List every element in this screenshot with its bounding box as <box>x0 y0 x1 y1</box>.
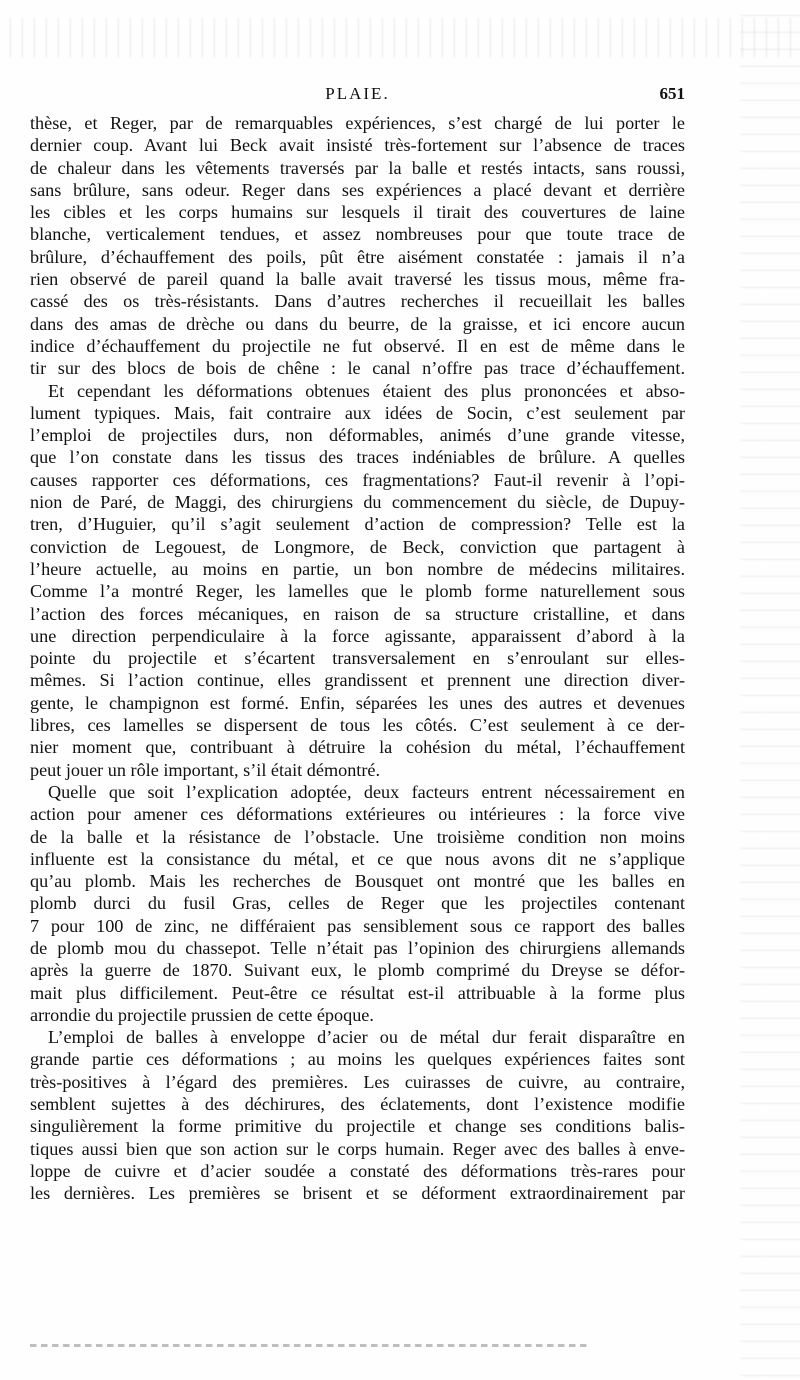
body-text <box>30 112 685 1205</box>
text-line: arrondie du projectile prussien de cette époque. <box>30 1004 374 1025</box>
text-line: mait plus difficilement. Peut-être ce résultat est-il attribuable à la forme plus <box>30 982 685 1003</box>
text-line: qu’au plomb. Mais les recherches de Bousquet ont montré que les balles en <box>30 871 685 892</box>
text-line: que l’on constate dans les tissus des traces indéniables de brûlure. A quelles <box>30 447 685 468</box>
text-line: influente est la consistance du métal, et ce que nous avons dit ne s’applique <box>30 848 685 869</box>
running-head: PLAIE. <box>325 84 390 103</box>
text-line: de la balle et la résistance de l’obstacle. Une troisième condition non moins <box>30 826 685 847</box>
text-line: brûlure, d’échauffement des poils, pût être aisément constatée : jamais il n’a <box>30 246 685 267</box>
text-line: tren, d’Huguier, qu’il s’agit seulement d’action de compression? Telle est la <box>30 514 685 535</box>
scan-noise-top <box>0 18 800 58</box>
text-line: causes rapporter ces déformations, ces fragmentations? Faut-il revenir à l’opi- <box>30 469 685 490</box>
text-line: l’emploi de projectiles durs, non déformables, animés d’une grande vitesse, <box>30 425 685 446</box>
text-line: les dernières. Les premières se brisent et se déforment extraordinairement par <box>30 1183 685 1204</box>
text-line: rien observé de pareil quand la balle avait traversé les tissus mous, même fra- <box>30 269 685 290</box>
text-line: mêmes. Si l’action continue, elles grandissent et prennent une direction diver- <box>30 670 685 691</box>
page-number: 651 <box>659 84 685 103</box>
text-line: semblent sujettes à des déchirures, des éclatements, dont l’existence modifie <box>30 1094 685 1115</box>
text-line: peut jouer un rôle important, s’il était démontré. <box>30 759 381 780</box>
scan-noise-edge <box>740 0 800 1380</box>
text-line: conviction de Legouest, de Longmore, de Beck, conviction que partagent à <box>30 536 685 557</box>
text-line: indice d’échauffement du projectile ne fut observé. Il en est de même dans le <box>30 335 685 356</box>
text-line: sans brûlure, sans odeur. Reger dans ses expériences a placé devant et derrière <box>30 179 685 200</box>
text-line: grande partie ces déformations ; au moins les quelques expériences faites sont <box>30 1049 685 1070</box>
text-line: nion de Paré, de Maggi, des chirurgiens du commencement du siècle, de Dupuy- <box>30 492 685 513</box>
text-line: singulièrement la forme primitive du projectile et change ses conditions balis- <box>30 1116 685 1137</box>
text-line: cassé des os très-résistants. Dans d’autres recherches il recueillait les balles <box>30 291 685 312</box>
text-line: loppe de cuivre et d’acier soudée a constaté des déformations très-rares pour <box>30 1160 685 1181</box>
text-line: Comme l’a montré Reger, les lamelles que le plomb forme naturellement sous <box>30 581 685 602</box>
text-line: dernier coup. Avant lui Beck avait insisté très-fortement sur l’absence de traces <box>30 135 685 156</box>
text-line: L’emploi de balles à enveloppe d’acier ou de métal dur ferait disparaître en <box>48 1027 685 1048</box>
text-line: action pour amener ces déformations extérieures ou intérieures : la force vive <box>30 804 685 825</box>
text-line: une direction perpendiculaire à la force agissante, apparaissent d’abord à la <box>30 625 685 646</box>
text-line: blanche, verticalement tendues, et assez nombreuses pour que toute trace de <box>30 224 685 245</box>
text-line: dans des amas de drèche ou dans du beurre, de la graisse, et ici encore aucun <box>30 313 685 334</box>
scan-noise-footer <box>30 1344 590 1347</box>
text-line: lument typiques. Mais, fait contraire aux idées de Socin, c’est seulement par <box>30 402 685 423</box>
text-line: nier moment que, contribuant à détruire la cohésion du métal, l’échauffement <box>30 737 685 758</box>
text-line: l’heure actuelle, au moins en partie, un bon nombre de médecins militaires. <box>30 558 685 579</box>
text-line: Et cependant les déformations obtenues étaient des plus prononcées et abso- <box>48 380 685 401</box>
text-line: l’action des forces mécaniques, en raison de sa structure cristalline, et dans <box>30 603 685 624</box>
text-line: gente, le champignon est formé. Enfin, séparées les unes des autres et devenues <box>30 692 685 713</box>
text-line: tiques aussi bien que son action sur le corps humain. Reger avec des balles à enve- <box>30 1138 685 1159</box>
text-line: 7 pour 100 de zinc, ne différaient pas sensiblement sous ce rapport des balles <box>30 915 685 936</box>
text-line: de plomb mou du chassepot. Telle n’était pas l’opinion des chirurgiens allemands <box>30 937 685 958</box>
text-line: plomb durci du fusil Gras, celles de Reger que les projectiles contenant <box>30 893 685 914</box>
text-line: tir sur des blocs de bois de chêne : le canal n’offre pas trace d’échauffement. <box>30 358 685 379</box>
text-line: les cibles et les corps humains sur lesquels il tirait des couvertures de laine <box>30 202 685 223</box>
text-line: après la guerre de 1870. Suivant eux, le plomb comprimé du Dreyse se défor- <box>30 960 685 981</box>
page-header <box>30 82 685 108</box>
text-line: libres, ces lamelles se dispersent de tous les côtés. C’est seulement à ce der- <box>30 715 685 736</box>
text-line: thèse, et Reger, par de remarquables expériences, s’est chargé de lui porter le <box>30 113 685 133</box>
text-line: Quelle que soit l’explication adoptée, deux facteurs entrent nécessairement en <box>48 781 685 802</box>
text-line: très-positives à l’égard des premières. Les cuirasses de cuivre, au contraire, <box>30 1071 685 1092</box>
text-line: de chaleur dans les vêtements traversés par la balle et restés intacts, sans roussi, <box>30 157 685 178</box>
text-line: pointe du projectile et s’écartent transversalement en s’enroulant sur elles- <box>30 648 685 669</box>
